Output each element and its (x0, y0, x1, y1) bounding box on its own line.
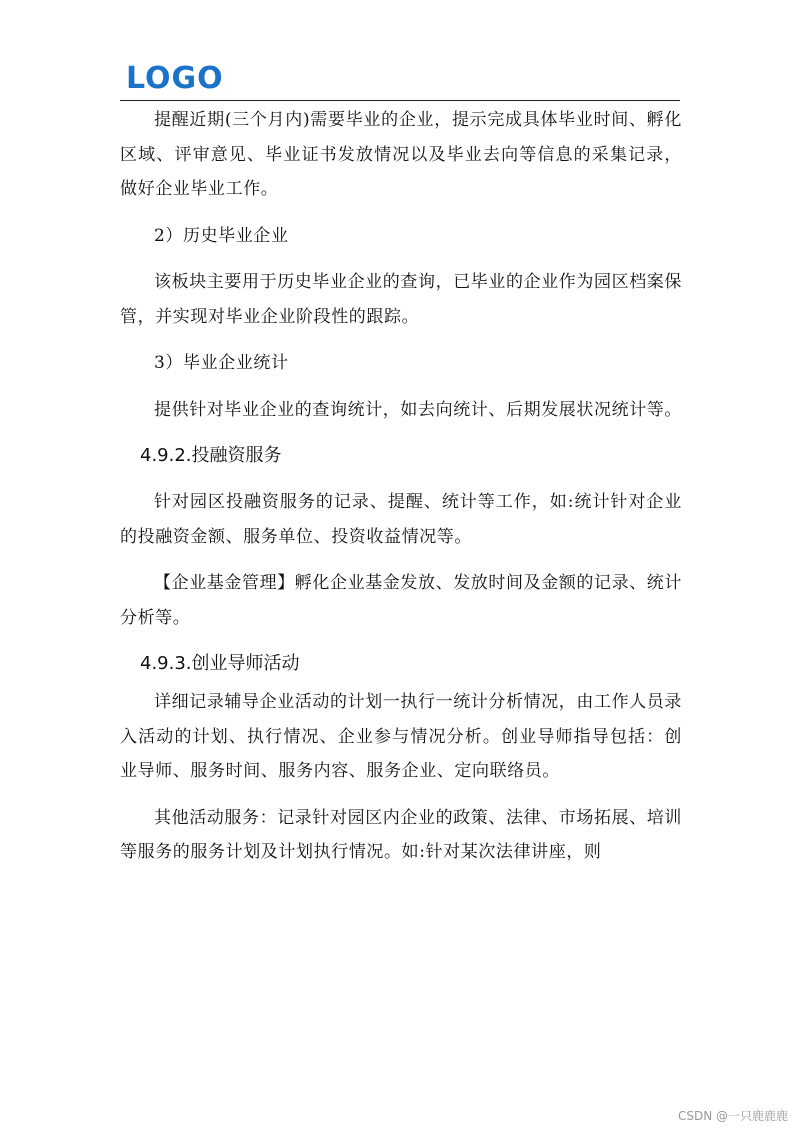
watermark: CSDN @一只鹿鹿鹿 (677, 1109, 788, 1123)
paragraph-graduate-statistics: 提供针对毕业企业的查询统计，如去向统计、后期发展状况统计等。 (154, 399, 682, 420)
paragraph-mentor-activities: 详细记录辅导企业活动的计划一执行一统计分析情况，由工作人员录入活动的计划、执行情况、企业参与情况分析。创业导师指导包括：创业导师、服务时间、服务内容、服务企业、定向联络员。 (120, 692, 682, 781)
section-heading-mentor-activities: 4.9.3.创业导师活动 (140, 653, 300, 674)
paragraph-financing: 针对园区投融资服务的记录、提醒、统计等工作，如:统计针对企业的投融资金额、服务单位、投资收益情况等。 (120, 492, 682, 547)
paragraph-history-graduates: 该板块主要用于历史毕业企业的查询，已毕业的企业作为园区档案保管，并实现对毕业企业阶段性的跟踪。 (120, 272, 682, 327)
paragraph-other-services: 其他活动服务：记录针对园区内企业的政策、法律、市场拓展、培训等服务的服务计划及计划执行情况。如:针对某次法律讲座，则 (120, 807, 682, 862)
section-heading-financing: 4.9.2.投融资服务 (140, 445, 282, 466)
paragraph-graduation-reminder: 提醒近期(三个月内)需要毕业的企业，提示完成具体毕业时间、孵化区域、评审意见、毕业证书发放情况以及毕业去向等信息的采集记录，做好企业毕业工作。 (120, 110, 682, 199)
document-body (120, 103, 682, 870)
subheading-history-graduates: 2）历史毕业企业 (154, 225, 289, 246)
logo: LOGO (126, 61, 224, 96)
page-header (120, 62, 680, 101)
subheading-graduate-statistics: 3）毕业企业统计 (154, 353, 289, 373)
paragraph-fund-management: 【企业基金管理】孵化企业基金发放、发放时间及金额的记录、统计分析等。 (120, 573, 682, 628)
